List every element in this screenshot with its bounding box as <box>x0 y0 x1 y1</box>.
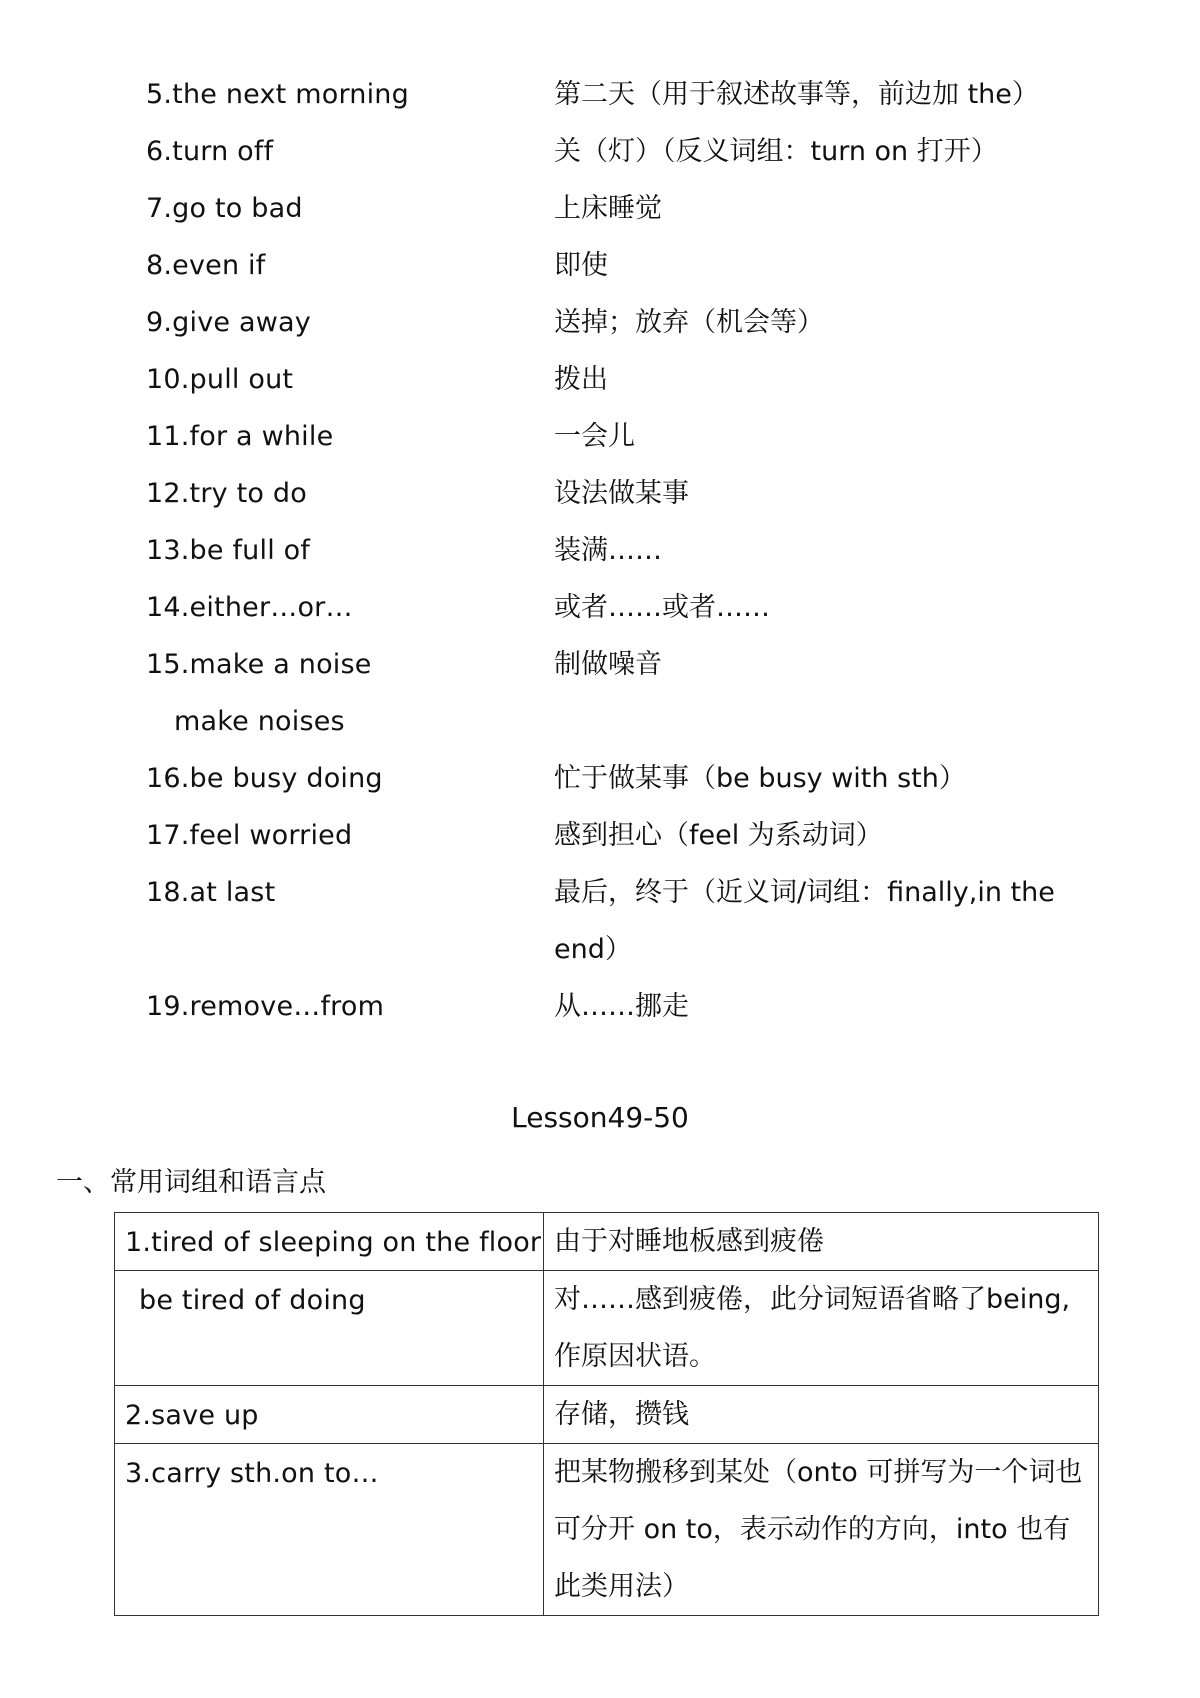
vocab-english: 6.turn off <box>146 136 274 167</box>
vocab-row <box>146 807 1106 864</box>
lesson-title: Lesson49-50 <box>511 1101 689 1134</box>
table-row <box>115 1444 1099 1616</box>
phrase-english: 3.carry sth.on to… <box>115 1444 544 1616</box>
phrase-table <box>114 1212 1099 1616</box>
vocab-english: make noises <box>174 706 345 737</box>
vocab-row <box>146 579 1106 636</box>
vocab-english: 18.at last <box>146 877 276 908</box>
vocab-row <box>146 693 1106 750</box>
phrase-chinese: 对……感到疲倦，此分词短语省略了being,作原因状语。 <box>544 1271 1099 1386</box>
vocab-english: 7.go to bad <box>146 193 303 224</box>
vocab-row <box>146 522 1106 579</box>
vocab-row <box>146 237 1106 294</box>
phrase-english: be tired of doing <box>115 1271 544 1386</box>
vocab-chinese: 制做噪音 <box>554 649 662 680</box>
vocab-row <box>146 66 1106 123</box>
vocab-chinese: 从……挪走 <box>554 991 689 1022</box>
vocab-english: 15.make a noise <box>146 649 372 680</box>
vocab-chinese: 送掉；放弃（机会等） <box>554 307 824 338</box>
table-row <box>115 1271 1099 1386</box>
vocab-chinese: 或者……或者…… <box>554 592 770 623</box>
phrase-english: 2.save up <box>115 1386 544 1444</box>
phrase-chinese: 存储，攒钱 <box>544 1386 1099 1444</box>
phrase-chinese: 把某物搬移到某处（onto 可拼写为一个词也可分开 on to，表示动作的方向，into 也有此类用法） <box>544 1444 1099 1616</box>
vocab-english: 8.even if <box>146 250 266 281</box>
vocab-chinese: 一会儿 <box>554 421 635 452</box>
vocab-chinese: 感到担心（feel 为系动词） <box>554 820 883 851</box>
vocab-english: 5.the next morning <box>146 79 409 110</box>
phrase-english: 1.tired of sleeping on the floor <box>115 1213 544 1271</box>
vocab-chinese: 最后，终于（近义词/词组：finally,in the end） <box>554 877 1055 965</box>
table-row <box>115 1213 1099 1271</box>
vocab-chinese: 拨出 <box>554 364 608 395</box>
table-row <box>115 1386 1099 1444</box>
vocab-chinese <box>582 693 1106 750</box>
vocab-english: 14.either…or… <box>146 592 353 623</box>
vocab-row <box>146 294 1106 351</box>
vocab-english: 19.remove…from <box>146 991 385 1022</box>
phrase-chinese: 由于对睡地板感到疲倦 <box>544 1213 1099 1271</box>
vocab-row <box>146 351 1106 408</box>
vocabulary-list <box>146 66 1106 1035</box>
vocab-english: 9.give away <box>146 307 311 338</box>
vocab-chinese: 关（灯）（反义词组：turn on 打开） <box>554 136 998 167</box>
vocab-chinese: 第二天（用于叙述故事等，前边加 the） <box>554 79 1039 110</box>
vocab-row <box>146 408 1106 465</box>
vocab-chinese: 即使 <box>554 250 608 281</box>
vocab-chinese: 装满…… <box>554 535 662 566</box>
vocab-row <box>146 465 1106 522</box>
vocab-chinese: 上床睡觉 <box>554 193 662 224</box>
vocab-english: 13.be full of <box>146 535 311 566</box>
vocab-row <box>146 180 1106 237</box>
vocab-english: 17.feel worried <box>146 820 353 851</box>
vocab-chinese: 忙于做某事（be busy with sth） <box>554 763 966 794</box>
vocab-row <box>146 864 1106 978</box>
vocab-english: 10.pull out <box>146 364 294 395</box>
section-title: 一、常用词组和语言点 <box>56 1167 326 1198</box>
vocab-english: 16.be busy doing <box>146 763 383 794</box>
vocab-english: 12.try to do <box>146 478 307 509</box>
vocab-row <box>146 750 1106 807</box>
vocab-row <box>146 978 1106 1035</box>
vocab-row <box>146 123 1106 180</box>
vocab-english: 11.for a while <box>146 421 334 452</box>
vocab-chinese: 设法做某事 <box>554 478 689 509</box>
vocab-row <box>146 636 1106 693</box>
